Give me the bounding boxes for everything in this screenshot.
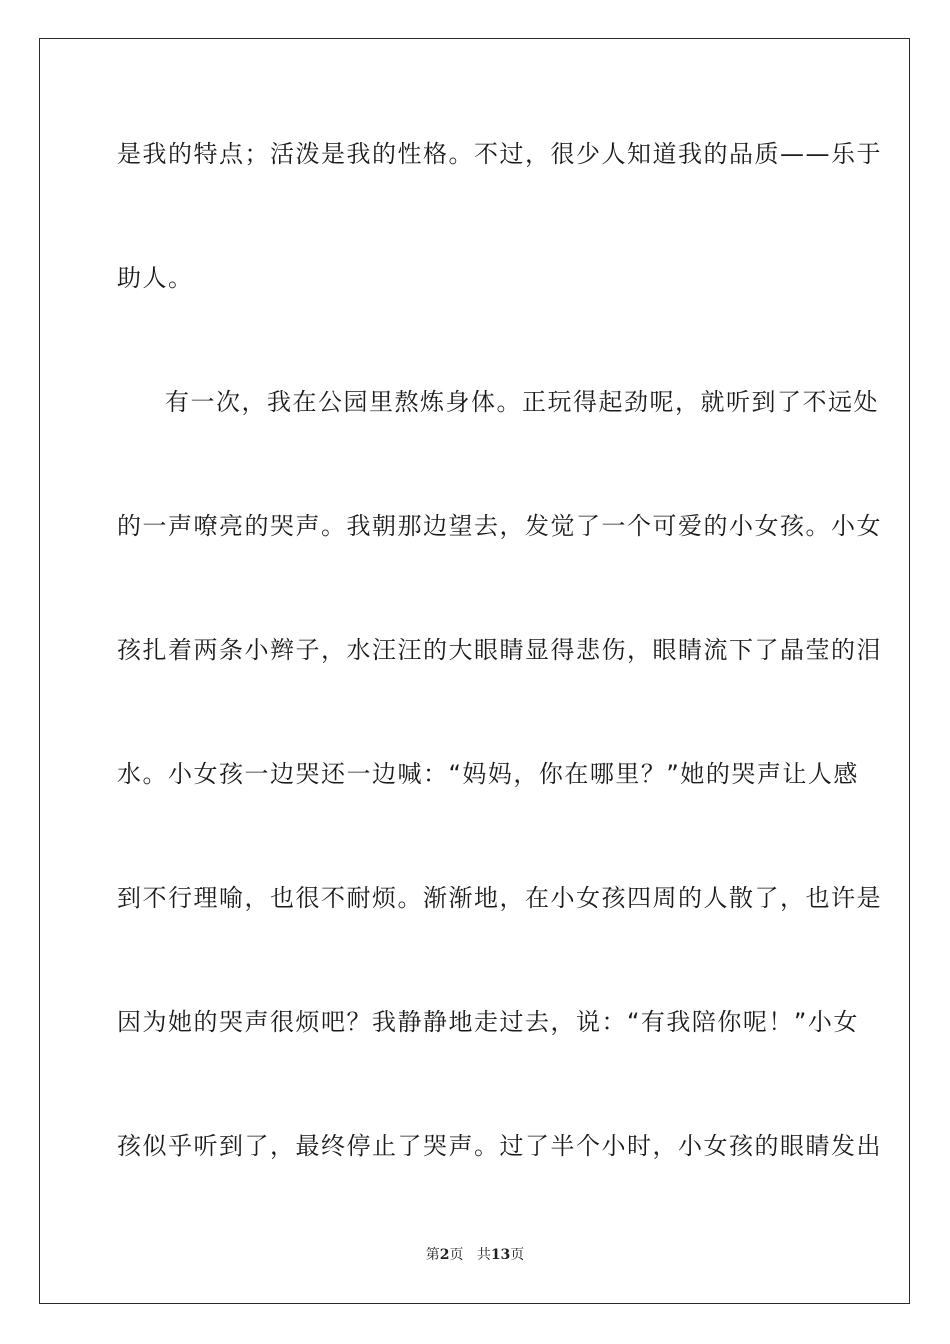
body-text-line: 水。小女孩一边哭还一边喊：“妈妈，你在哪里？”她的哭声让人感 xyxy=(117,760,859,788)
page-suffix: 页 xyxy=(449,1247,464,1263)
body-text-line: 是我的特点；活泼是我的性格。不过，很少人知道我的品质——乐于 xyxy=(117,140,882,168)
body-text-line: 孩似乎听到了，最终停止了哭声。过了半个小时，小女孩的眼睛发出 xyxy=(117,1132,882,1160)
body-text-line: 的一声嘹亮的哭声。我朝那边望去，发觉了一个可爱的小女孩。小女 xyxy=(117,512,882,540)
body-text-line: 助人。 xyxy=(117,264,194,292)
total-pages: 13 xyxy=(490,1247,511,1263)
body-text-line: 因为她的哭声很烦吧？我静静地走过去，说：“有我陪你呢！”小女 xyxy=(117,1008,859,1036)
page-prefix: 第 xyxy=(425,1247,440,1263)
body-text-line: 孩扎着两条小辫子，水汪汪的大眼睛显得悲伤，眼睛流下了晶莹的泪 xyxy=(117,636,882,664)
page-footer xyxy=(0,1245,950,1265)
page-border xyxy=(39,38,910,1304)
paragraph-start-line: 有一次，我在公园里熬炼身体。正玩得起劲呢，就听到了不远处 xyxy=(165,388,879,416)
total-suffix: 页 xyxy=(510,1247,525,1263)
body-text-line: 到不行理喻，也很不耐烦。渐渐地，在小女孩四周的人散了，也许是 xyxy=(117,884,882,912)
page-number: 2 xyxy=(439,1247,450,1263)
total-prefix: 共 xyxy=(476,1247,491,1263)
